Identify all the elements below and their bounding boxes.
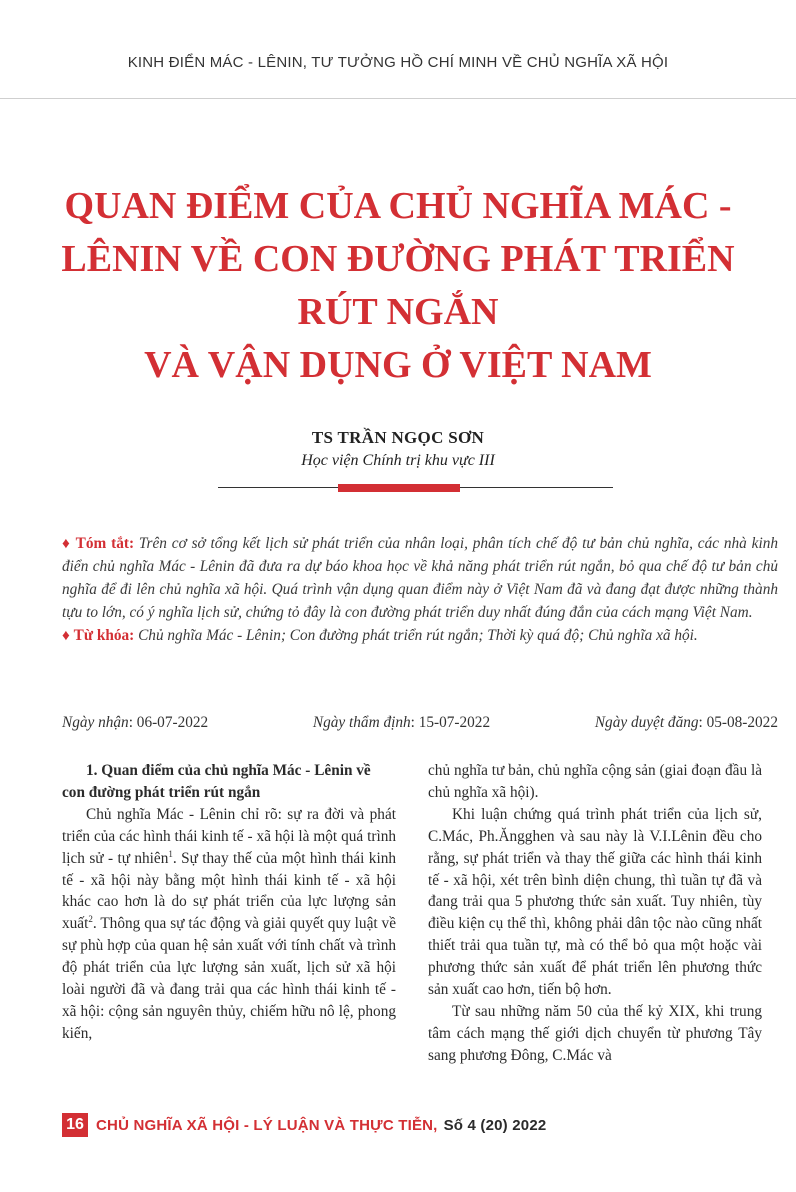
title-divider-accent — [338, 484, 460, 492]
footnote-ref: 1 — [168, 848, 173, 859]
abstract-block — [62, 532, 778, 647]
diamond-bullet-icon: ♦ — [62, 627, 70, 644]
abstract-keywords — [62, 624, 778, 647]
footnote-ref: 2 — [88, 914, 93, 925]
author-name: TS TRẦN NGỌC SƠN — [311, 428, 485, 447]
keywords-label: Từ khóa: — [73, 627, 135, 644]
page-number: 16 — [62, 1113, 88, 1137]
journal-name: CHỦ NGHĨA XÃ HỘI - LÝ LUẬN VÀ THỰC TIỄN, — [96, 1116, 438, 1134]
title-line: RÚT NGẮN — [297, 291, 499, 333]
summary-label: Tóm tắt: — [75, 535, 135, 552]
body-paragraph: chủ nghĩa tư bản, chủ nghĩa cộng sản (giai đoạn đầu là chủ nghĩa xã hội). — [428, 762, 762, 801]
diamond-bullet-icon: ♦ — [62, 535, 71, 552]
journal-issue: Số 4 (20) 2022 — [443, 1116, 547, 1134]
body-column-right — [428, 760, 762, 1067]
author-affiliation: Học viện Chính trị khu vực III — [301, 452, 495, 469]
summary-text: Trên cơ sở tổng kết lịch sử phát triển của nhân loại, phân tích chế độ tư bản chủ nghĩa, các nhà kinh điển chủ nghĩa Mác - Lênin đã đưa ra dự báo khoa học về khả năng phát triển rút ngắn, bỏ qua chế độ tư bản chủ nghĩa để đi lên chủ nghĩa xã hội. Quá trình vận dụng quan điểm này ở Việt Nam đã và đang đạt được những thành tựu to lớn, có ý nghĩa lịch sử, chứng tỏ đây là con đường phát triển duy nhất đúng đắn của cách mạng Việt Nam. — [62, 535, 778, 621]
header-rule — [0, 98, 796, 99]
article-dates — [62, 714, 778, 732]
body-column-left — [62, 760, 396, 1045]
date-approved: Ngày duyệt đăng: 05-08-2022 — [594, 714, 778, 731]
date-received: Ngày nhận: 06-07-2022 — [62, 714, 209, 731]
page-footer — [62, 1113, 546, 1137]
title-line: LÊNIN VỀ CON ĐƯỜNG PHÁT TRIỂN — [61, 238, 735, 280]
section-heading: 1. Quan điểm của chủ nghĩa Mác - Lênin về con đường phát triển rút ngắn — [62, 762, 371, 801]
running-head: KINH ĐIỂN MÁC - LÊNIN, TƯ TƯỞNG HỒ CHÍ MINH VỀ CHỦ NGHĨA XÃ HỘI — [127, 54, 669, 71]
date-reviewed: Ngày thẩm định: 15-07-2022 — [312, 714, 491, 731]
title-line: QUAN ĐIỂM CỦA CHỦ NGHĨA MÁC - — [64, 185, 732, 227]
keywords-text: Chủ nghĩa Mác - Lênin; Con đường phát triển rút ngắn; Thời kỳ quá độ; Chủ nghĩa xã hội. — [134, 627, 698, 644]
abstract-summary — [62, 532, 778, 624]
body-paragraph: Từ sau những năm 50 của thế kỷ XIX, khi trung tâm cách mạng thế giới dịch chuyển từ phương Tây sang phương Đông, C.Mác và — [428, 1002, 762, 1064]
body-paragraph: Khi luận chứng quá trình phát triển của lịch sử, C.Mác, Ph.Ăngghen và sau này là V.I.Lênin đều cho rằng, sự phát triển và thay thế giữa các hình thái kinh tế - xã hội, xét trên bình diện chung, thì tuần tự đã và đang trải qua 5 phương thức sản xuất. Tuy nhiên, tùy điều kiện cụ thể thì, không phải dân tộc nào cũng nhất thiết trải qua tuần tự, mà có thể bỏ qua một hoặc vài phương thức sản xuất để phát triển lên phương thức sản xuất cao hơn, tiến bộ hơn. — [428, 805, 762, 999]
article-title — [40, 180, 756, 392]
body-paragraph: Chủ nghĩa Mác - Lênin chỉ rõ: sự ra đời và phát triển của các hình thái kinh tế - xã hội là một quá trình lịch sử - tự nhiên$^1$. Sự thay thế của một hình thái kinh tế - xã hội này bằng một hình thái kinh tế - xã hội khác cao hơn là do sự phát triển của lực lượng sản xuất$^2$. Thông qua sự tác động và giải quyết quy luật về sự phù hợp của quan hệ sản xuất với tính chất và trình độ phát triển của lực lượng sản xuất, lịch sử xã hội loài người đã và đang trải qua các hình thái kinh tế - xã hội: cộng sản nguyên thủy, chiếm hữu nô lệ, phong kiến, — [62, 805, 396, 1042]
title-line: VÀ VẬN DỤNG Ở VIỆT NAM — [144, 344, 652, 386]
